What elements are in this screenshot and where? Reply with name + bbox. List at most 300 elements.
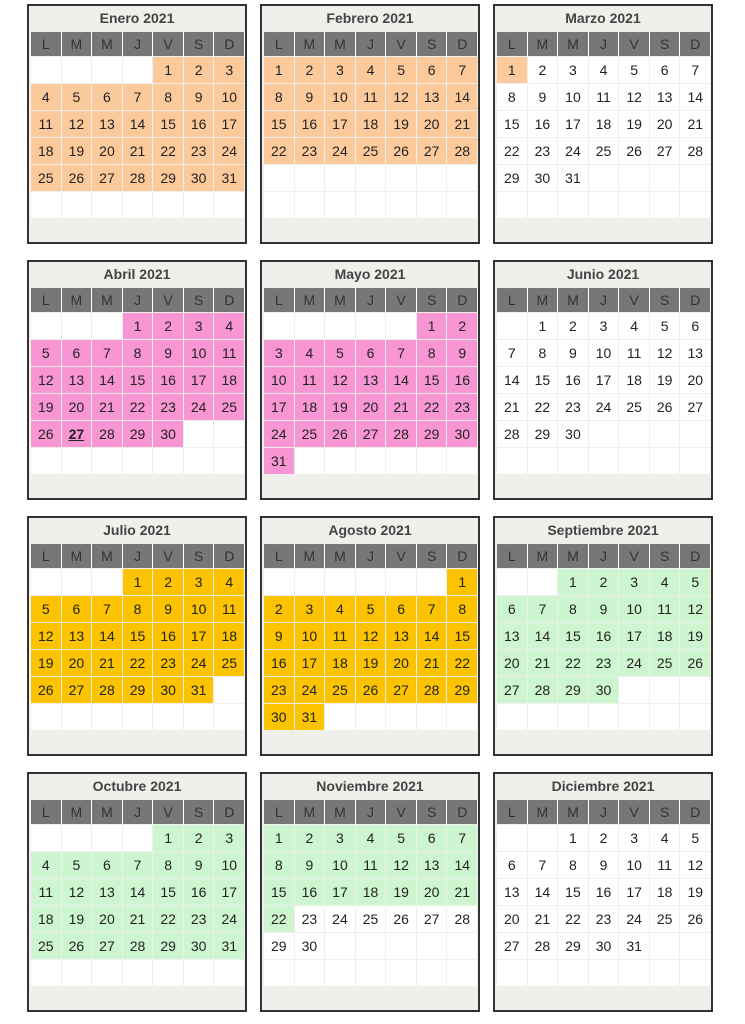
day-cell[interactable]: 26 (31, 421, 62, 447)
day-cell[interactable]: 19 (31, 394, 62, 420)
day-cell[interactable]: 25 (325, 677, 356, 703)
day-cell[interactable]: 5 (680, 569, 711, 595)
day-cell[interactable]: 30 (295, 933, 326, 959)
day-cell[interactable]: 4 (650, 569, 681, 595)
day-cell[interactable]: 2 (295, 57, 326, 83)
day-cell[interactable]: 10 (214, 852, 245, 878)
day-cell[interactable]: 16 (264, 650, 295, 676)
day-cell[interactable]: 8 (123, 340, 154, 366)
day-cell[interactable]: 9 (295, 84, 326, 110)
day-cell[interactable]: 11 (31, 111, 62, 137)
day-cell[interactable]: 21 (447, 111, 478, 137)
day-cell[interactable]: 27 (62, 421, 93, 447)
day-cell[interactable]: 18 (31, 138, 62, 164)
day-cell[interactable]: 9 (153, 340, 184, 366)
day-cell[interactable]: 13 (497, 879, 528, 905)
day-cell[interactable]: 8 (264, 852, 295, 878)
day-cell[interactable]: 26 (386, 138, 417, 164)
day-cell[interactable]: 2 (184, 825, 215, 851)
day-cell[interactable]: 23 (264, 677, 295, 703)
day-cell[interactable]: 31 (214, 933, 245, 959)
day-cell[interactable]: 9 (589, 596, 620, 622)
day-cell[interactable]: 17 (214, 879, 245, 905)
day-cell[interactable]: 25 (31, 933, 62, 959)
day-cell[interactable]: 10 (619, 596, 650, 622)
day-cell[interactable]: 11 (214, 340, 245, 366)
day-cell[interactable]: 30 (528, 165, 559, 191)
day-cell[interactable]: 28 (123, 165, 154, 191)
day-cell[interactable]: 29 (558, 933, 589, 959)
day-cell[interactable]: 23 (589, 650, 620, 676)
day-cell[interactable]: 17 (619, 623, 650, 649)
day-cell[interactable]: 24 (184, 394, 215, 420)
day-cell[interactable]: 13 (92, 879, 123, 905)
day-cell[interactable]: 8 (153, 852, 184, 878)
day-cell[interactable]: 5 (31, 596, 62, 622)
day-cell[interactable]: 3 (184, 569, 215, 595)
day-cell[interactable]: 14 (528, 879, 559, 905)
day-cell[interactable]: 28 (123, 933, 154, 959)
day-cell[interactable]: 13 (386, 623, 417, 649)
day-cell[interactable]: 4 (31, 852, 62, 878)
day-cell[interactable]: 23 (589, 906, 620, 932)
day-cell[interactable]: 8 (417, 340, 448, 366)
day-cell[interactable]: 31 (264, 448, 295, 474)
day-cell[interactable]: 24 (325, 138, 356, 164)
day-cell[interactable]: 27 (417, 138, 448, 164)
day-cell[interactable]: 23 (447, 394, 478, 420)
day-cell[interactable]: 8 (558, 596, 589, 622)
day-cell[interactable]: 27 (650, 138, 681, 164)
day-cell[interactable]: 27 (62, 677, 93, 703)
day-cell[interactable]: 14 (447, 84, 478, 110)
day-cell[interactable]: 31 (214, 165, 245, 191)
day-cell[interactable]: 9 (558, 340, 589, 366)
day-cell[interactable]: 18 (325, 650, 356, 676)
day-cell[interactable]: 19 (650, 367, 681, 393)
day-cell[interactable]: 10 (295, 623, 326, 649)
day-cell[interactable]: 15 (497, 111, 528, 137)
day-cell[interactable]: 14 (417, 623, 448, 649)
day-cell[interactable]: 19 (325, 394, 356, 420)
day-cell[interactable]: 28 (528, 677, 559, 703)
day-cell[interactable]: 9 (589, 852, 620, 878)
day-cell[interactable]: 14 (386, 367, 417, 393)
day-cell[interactable]: 14 (680, 84, 711, 110)
day-cell[interactable]: 1 (264, 825, 295, 851)
day-cell[interactable]: 16 (184, 111, 215, 137)
day-cell[interactable]: 23 (558, 394, 589, 420)
day-cell[interactable]: 3 (214, 825, 245, 851)
day-cell[interactable]: 12 (62, 879, 93, 905)
day-cell[interactable]: 19 (680, 623, 711, 649)
day-cell[interactable]: 26 (31, 677, 62, 703)
day-cell[interactable]: 6 (417, 57, 448, 83)
day-cell[interactable]: 25 (214, 650, 245, 676)
day-cell[interactable]: 28 (497, 421, 528, 447)
day-cell[interactable]: 16 (558, 367, 589, 393)
day-cell[interactable]: 2 (153, 569, 184, 595)
day-cell[interactable]: 16 (295, 879, 326, 905)
day-cell[interactable]: 1 (447, 569, 478, 595)
day-cell[interactable]: 21 (92, 650, 123, 676)
day-cell[interactable]: 10 (325, 852, 356, 878)
day-cell[interactable]: 1 (123, 569, 154, 595)
day-cell[interactable]: 27 (680, 394, 711, 420)
day-cell[interactable]: 6 (356, 340, 387, 366)
day-cell[interactable]: 25 (650, 650, 681, 676)
day-cell[interactable]: 26 (386, 906, 417, 932)
day-cell[interactable]: 1 (153, 57, 184, 83)
day-cell[interactable]: 16 (589, 623, 620, 649)
day-cell[interactable]: 7 (92, 596, 123, 622)
day-cell[interactable]: 20 (62, 394, 93, 420)
day-cell[interactable]: 9 (295, 852, 326, 878)
day-cell[interactable]: 31 (558, 165, 589, 191)
day-cell[interactable]: 2 (447, 313, 478, 339)
day-cell[interactable]: 19 (31, 650, 62, 676)
day-cell[interactable]: 3 (325, 825, 356, 851)
day-cell[interactable]: 25 (31, 165, 62, 191)
day-cell[interactable]: 15 (558, 879, 589, 905)
day-cell[interactable]: 24 (558, 138, 589, 164)
day-cell[interactable]: 12 (386, 852, 417, 878)
day-cell[interactable]: 2 (558, 313, 589, 339)
day-cell[interactable]: 15 (447, 623, 478, 649)
day-cell[interactable]: 8 (497, 84, 528, 110)
day-cell[interactable]: 17 (214, 111, 245, 137)
day-cell[interactable]: 22 (123, 394, 154, 420)
day-cell[interactable]: 29 (264, 933, 295, 959)
day-cell[interactable]: 7 (680, 57, 711, 83)
day-cell[interactable]: 21 (417, 650, 448, 676)
day-cell[interactable]: 19 (62, 906, 93, 932)
day-cell[interactable]: 26 (650, 394, 681, 420)
day-cell[interactable]: 15 (528, 367, 559, 393)
day-cell[interactable]: 20 (417, 111, 448, 137)
day-cell[interactable]: 30 (589, 677, 620, 703)
day-cell[interactable]: 24 (184, 650, 215, 676)
day-cell[interactable]: 20 (680, 367, 711, 393)
day-cell[interactable]: 18 (356, 879, 387, 905)
day-cell[interactable]: 20 (386, 650, 417, 676)
day-cell[interactable]: 24 (589, 394, 620, 420)
day-cell[interactable]: 25 (214, 394, 245, 420)
day-cell[interactable]: 3 (589, 313, 620, 339)
day-cell[interactable]: 30 (558, 421, 589, 447)
day-cell[interactable]: 2 (264, 596, 295, 622)
day-cell[interactable]: 12 (680, 852, 711, 878)
day-cell[interactable]: 11 (325, 623, 356, 649)
day-cell[interactable]: 10 (558, 84, 589, 110)
day-cell[interactable]: 22 (264, 138, 295, 164)
day-cell[interactable]: 9 (184, 84, 215, 110)
day-cell[interactable]: 8 (264, 84, 295, 110)
day-cell[interactable]: 15 (153, 879, 184, 905)
day-cell[interactable]: 12 (386, 84, 417, 110)
day-cell[interactable]: 30 (589, 933, 620, 959)
day-cell[interactable]: 16 (153, 367, 184, 393)
day-cell[interactable]: 19 (62, 138, 93, 164)
day-cell[interactable]: 7 (528, 596, 559, 622)
day-cell[interactable]: 15 (264, 111, 295, 137)
day-cell[interactable]: 20 (92, 906, 123, 932)
day-cell[interactable]: 4 (214, 313, 245, 339)
day-cell[interactable]: 18 (214, 367, 245, 393)
day-cell[interactable]: 14 (92, 623, 123, 649)
day-cell[interactable]: 29 (153, 165, 184, 191)
day-cell[interactable]: 23 (528, 138, 559, 164)
day-cell[interactable]: 5 (650, 313, 681, 339)
day-cell[interactable]: 22 (558, 650, 589, 676)
day-cell[interactable]: 26 (356, 677, 387, 703)
day-cell[interactable]: 5 (356, 596, 387, 622)
day-cell[interactable]: 4 (619, 313, 650, 339)
day-cell[interactable]: 20 (356, 394, 387, 420)
day-cell[interactable]: 19 (680, 879, 711, 905)
day-cell[interactable]: 5 (680, 825, 711, 851)
day-cell[interactable]: 17 (264, 394, 295, 420)
day-cell[interactable]: 22 (528, 394, 559, 420)
day-cell[interactable]: 1 (264, 57, 295, 83)
day-cell[interactable]: 19 (356, 650, 387, 676)
day-cell[interactable]: 3 (558, 57, 589, 83)
day-cell[interactable]: 15 (558, 623, 589, 649)
day-cell[interactable]: 1 (558, 825, 589, 851)
day-cell[interactable]: 21 (123, 138, 154, 164)
day-cell[interactable]: 23 (153, 650, 184, 676)
day-cell[interactable]: 21 (497, 394, 528, 420)
day-cell[interactable]: 18 (650, 879, 681, 905)
day-cell[interactable]: 6 (386, 596, 417, 622)
day-cell[interactable]: 1 (123, 313, 154, 339)
day-cell[interactable]: 24 (619, 650, 650, 676)
day-cell[interactable]: 19 (386, 879, 417, 905)
day-cell[interactable]: 3 (184, 313, 215, 339)
day-cell[interactable]: 2 (295, 825, 326, 851)
day-cell[interactable]: 27 (386, 677, 417, 703)
day-cell[interactable]: 4 (325, 596, 356, 622)
day-cell[interactable]: 8 (528, 340, 559, 366)
day-cell[interactable]: 31 (619, 933, 650, 959)
day-cell[interactable]: 10 (264, 367, 295, 393)
day-cell[interactable]: 20 (497, 906, 528, 932)
day-cell[interactable]: 12 (325, 367, 356, 393)
day-cell[interactable]: 25 (650, 906, 681, 932)
day-cell[interactable]: 14 (123, 111, 154, 137)
day-cell[interactable]: 24 (295, 677, 326, 703)
day-cell[interactable]: 18 (589, 111, 620, 137)
day-cell[interactable]: 6 (680, 313, 711, 339)
day-cell[interactable]: 9 (153, 596, 184, 622)
day-cell[interactable]: 20 (650, 111, 681, 137)
day-cell[interactable]: 15 (123, 367, 154, 393)
day-cell[interactable]: 3 (214, 57, 245, 83)
day-cell[interactable]: 14 (92, 367, 123, 393)
day-cell[interactable]: 17 (295, 650, 326, 676)
day-cell[interactable]: 1 (417, 313, 448, 339)
day-cell[interactable]: 21 (528, 650, 559, 676)
day-cell[interactable]: 7 (497, 340, 528, 366)
day-cell[interactable]: 2 (589, 569, 620, 595)
day-cell[interactable]: 30 (264, 704, 295, 730)
day-cell[interactable]: 23 (295, 906, 326, 932)
day-cell[interactable]: 17 (589, 367, 620, 393)
day-cell[interactable]: 26 (62, 165, 93, 191)
day-cell[interactable]: 19 (619, 111, 650, 137)
day-cell[interactable]: 6 (650, 57, 681, 83)
day-cell[interactable]: 13 (417, 852, 448, 878)
day-cell[interactable]: 22 (497, 138, 528, 164)
day-cell[interactable]: 6 (417, 825, 448, 851)
day-cell[interactable]: 4 (295, 340, 326, 366)
day-cell[interactable]: 22 (264, 906, 295, 932)
day-cell[interactable]: 3 (295, 596, 326, 622)
day-cell[interactable]: 10 (325, 84, 356, 110)
day-cell[interactable]: 28 (528, 933, 559, 959)
day-cell[interactable]: 17 (325, 111, 356, 137)
day-cell[interactable]: 2 (153, 313, 184, 339)
day-cell[interactable]: 18 (619, 367, 650, 393)
day-cell[interactable]: 6 (62, 340, 93, 366)
day-cell[interactable]: 28 (447, 906, 478, 932)
day-cell[interactable]: 29 (497, 165, 528, 191)
day-cell[interactable]: 12 (356, 623, 387, 649)
day-cell[interactable]: 11 (356, 852, 387, 878)
day-cell[interactable]: 3 (619, 569, 650, 595)
day-cell[interactable]: 15 (123, 623, 154, 649)
day-cell[interactable]: 22 (123, 650, 154, 676)
day-cell[interactable]: 13 (680, 340, 711, 366)
day-cell[interactable]: 24 (619, 906, 650, 932)
day-cell[interactable]: 10 (184, 340, 215, 366)
day-cell[interactable]: 12 (650, 340, 681, 366)
day-cell[interactable]: 4 (214, 569, 245, 595)
day-cell[interactable]: 13 (62, 623, 93, 649)
day-cell[interactable]: 1 (558, 569, 589, 595)
day-cell[interactable]: 12 (31, 623, 62, 649)
day-cell[interactable]: 13 (417, 84, 448, 110)
day-cell[interactable]: 18 (650, 623, 681, 649)
day-cell[interactable]: 26 (680, 906, 711, 932)
day-cell[interactable]: 21 (528, 906, 559, 932)
day-cell[interactable]: 11 (31, 879, 62, 905)
day-cell[interactable]: 26 (62, 933, 93, 959)
day-cell[interactable]: 6 (62, 596, 93, 622)
day-cell[interactable]: 27 (497, 677, 528, 703)
day-cell[interactable]: 27 (92, 165, 123, 191)
day-cell[interactable]: 13 (650, 84, 681, 110)
day-cell[interactable]: 29 (123, 421, 154, 447)
day-cell[interactable]: 14 (123, 879, 154, 905)
day-cell[interactable]: 28 (92, 421, 123, 447)
day-cell[interactable]: 24 (214, 138, 245, 164)
day-cell[interactable]: 10 (589, 340, 620, 366)
day-cell[interactable]: 21 (386, 394, 417, 420)
day-cell[interactable]: 11 (650, 852, 681, 878)
day-cell[interactable]: 11 (619, 340, 650, 366)
day-cell[interactable]: 25 (356, 906, 387, 932)
day-cell[interactable]: 25 (356, 138, 387, 164)
day-cell[interactable]: 21 (123, 906, 154, 932)
day-cell[interactable]: 24 (264, 421, 295, 447)
day-cell[interactable]: 25 (295, 421, 326, 447)
day-cell[interactable]: 30 (153, 421, 184, 447)
day-cell[interactable]: 7 (92, 340, 123, 366)
day-cell[interactable]: 29 (417, 421, 448, 447)
day-cell[interactable]: 27 (356, 421, 387, 447)
day-cell[interactable]: 17 (619, 879, 650, 905)
day-cell[interactable]: 11 (214, 596, 245, 622)
day-cell[interactable]: 15 (264, 879, 295, 905)
day-cell[interactable]: 2 (184, 57, 215, 83)
day-cell[interactable]: 31 (184, 677, 215, 703)
day-cell[interactable]: 18 (295, 394, 326, 420)
day-cell[interactable]: 23 (153, 394, 184, 420)
day-cell[interactable]: 5 (325, 340, 356, 366)
day-cell[interactable]: 13 (356, 367, 387, 393)
day-cell[interactable]: 5 (62, 852, 93, 878)
day-cell[interactable]: 22 (558, 906, 589, 932)
day-cell[interactable]: 8 (447, 596, 478, 622)
day-cell[interactable]: 21 (92, 394, 123, 420)
day-cell[interactable]: 26 (680, 650, 711, 676)
day-cell[interactable]: 30 (184, 165, 215, 191)
day-cell[interactable]: 21 (447, 879, 478, 905)
day-cell[interactable]: 1 (497, 57, 528, 83)
day-cell[interactable]: 10 (184, 596, 215, 622)
day-cell[interactable]: 3 (325, 57, 356, 83)
day-cell[interactable]: 28 (386, 421, 417, 447)
day-cell[interactable]: 30 (184, 933, 215, 959)
day-cell[interactable]: 17 (184, 623, 215, 649)
day-cell[interactable]: 4 (589, 57, 620, 83)
day-cell[interactable]: 5 (619, 57, 650, 83)
day-cell[interactable]: 5 (62, 84, 93, 110)
day-cell[interactable]: 16 (295, 111, 326, 137)
day-cell[interactable]: 8 (123, 596, 154, 622)
day-cell[interactable]: 20 (417, 879, 448, 905)
day-cell[interactable]: 20 (497, 650, 528, 676)
day-cell[interactable]: 1 (528, 313, 559, 339)
day-cell[interactable]: 9 (528, 84, 559, 110)
day-cell[interactable]: 7 (123, 84, 154, 110)
day-cell[interactable]: 3 (619, 825, 650, 851)
day-cell[interactable]: 12 (31, 367, 62, 393)
day-cell[interactable]: 19 (386, 111, 417, 137)
day-cell[interactable]: 10 (214, 84, 245, 110)
day-cell[interactable]: 4 (356, 825, 387, 851)
day-cell[interactable]: 25 (619, 394, 650, 420)
day-cell[interactable]: 15 (417, 367, 448, 393)
day-cell[interactable]: 17 (558, 111, 589, 137)
day-cell[interactable]: 3 (264, 340, 295, 366)
day-cell[interactable]: 4 (356, 57, 387, 83)
day-cell[interactable]: 27 (92, 933, 123, 959)
day-cell[interactable]: 13 (497, 623, 528, 649)
day-cell[interactable]: 12 (62, 111, 93, 137)
day-cell[interactable]: 29 (153, 933, 184, 959)
day-cell[interactable]: 10 (619, 852, 650, 878)
day-cell[interactable]: 6 (92, 852, 123, 878)
day-cell[interactable]: 20 (92, 138, 123, 164)
day-cell[interactable]: 14 (447, 852, 478, 878)
day-cell[interactable]: 13 (62, 367, 93, 393)
day-cell[interactable]: 30 (153, 677, 184, 703)
day-cell[interactable]: 13 (92, 111, 123, 137)
day-cell[interactable]: 9 (264, 623, 295, 649)
day-cell[interactable]: 14 (497, 367, 528, 393)
